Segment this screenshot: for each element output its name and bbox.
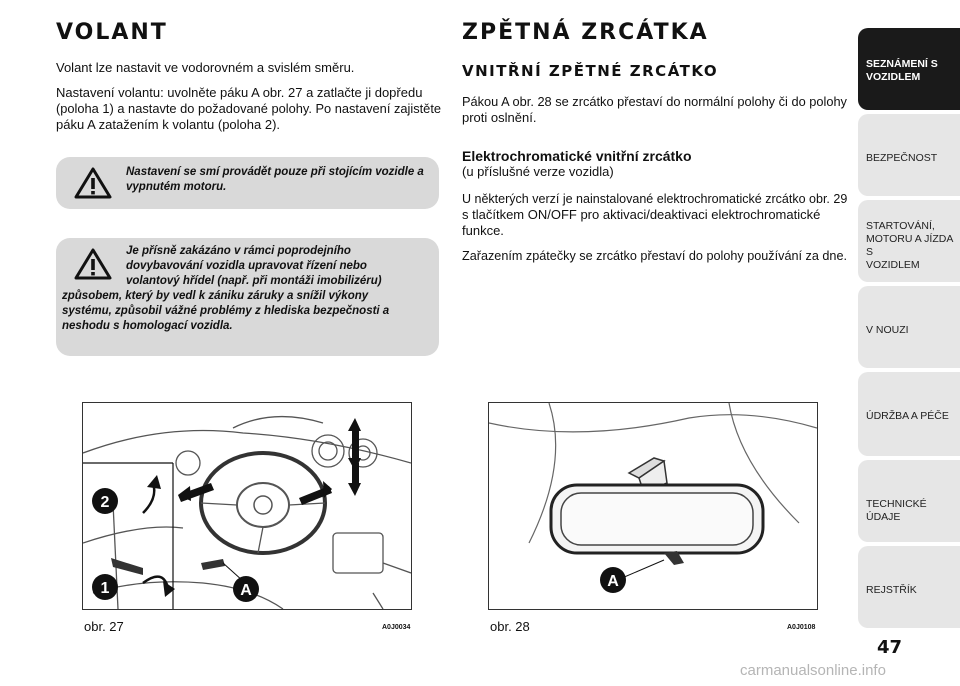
warning-text: dovybavování vozidla upravovat řízení nebo [126, 260, 367, 272]
tab-label: REJSTŘÍK [866, 584, 917, 596]
tab-label: VOZIDLEM [866, 259, 920, 271]
warning-text: Je přísně zakázáno v rámci poprodejního [126, 245, 351, 257]
paragraph-mirror-line: Pákou A obr. 28 se zrcátko přestaví do normální polohy či do polohy [462, 94, 847, 109]
tab-label: TECHNICKÉ ÚDAJE [866, 498, 927, 523]
warning-text: způsobem, který by vedl k zániku záruky a snížil výkony [62, 290, 369, 302]
paragraph-electro-line: funkce. [462, 223, 504, 238]
figure-28-code: A0J0108 [787, 624, 816, 631]
warning-box-2 [56, 238, 439, 356]
position-1-label: 1 [100, 580, 110, 597]
figure-28-rearview-mirror [488, 402, 818, 610]
paragraph-reverse-gear: Zařazením zpátečky se zrcátko přestaví do polohy používání za dne. [462, 248, 847, 263]
paragraph-volant-intro: Volant lze nastavit ve vodorovném a svislém směru. [56, 60, 355, 75]
rearview-mirror-illustration [489, 403, 817, 609]
tab-bezpecnost[interactable] [858, 114, 960, 196]
electrochromatic-note: (u příslušné verze vozidla) [462, 164, 614, 179]
paragraph-electro-line: s tlačítkem ON/OFF pro aktivaci/deaktivaci elektrochromatické [462, 207, 821, 222]
tab-label: V NOUZI [866, 324, 909, 336]
tab-label: BEZPEČNOST [866, 152, 938, 164]
paragraph-volant-line: Nastavení volantu: uvolněte páku A obr. 27 a zatlačte ji dopředu [56, 85, 423, 100]
lever-a-label: A [240, 582, 252, 599]
tab-label: SEZNÁMENÍ S [866, 58, 938, 70]
subheading-electrochromatic: Elektrochromatické vnitřní zrcátko [462, 148, 692, 164]
paragraph-volant-line: (poloha 1) a nastavte do požadované polohy. Po nastavení zajistěte [56, 101, 442, 116]
section-heading-volant: VOLANT [56, 20, 168, 45]
warning-text: vypnutém motoru. [126, 181, 227, 193]
warning-box-1 [56, 157, 439, 209]
tab-udrzba-a-pece[interactable] [858, 372, 960, 456]
tab-seznameni-s-vozidlem[interactable] [858, 28, 960, 110]
figure-27-code: A0J0034 [382, 624, 411, 631]
steering-wheel-illustration [83, 403, 411, 609]
position-2-label: 2 [100, 494, 110, 511]
tab-startovani[interactable] [858, 200, 960, 282]
subheading-vnitrni-zrcatko: VNITŘNÍ ZPĚTNÉ ZRCÁTKO [462, 62, 719, 80]
paragraph-volant-line: páku A zatažením k volantu (poloha 2). [56, 117, 281, 132]
paragraph-electro-line: U některých verzí je nainstalované elektrochromatické zrcátko obr. 29 [462, 191, 848, 206]
tab-label: STARTOVÁNÍ, [866, 220, 935, 232]
figure-27-caption: obr. 27 [84, 619, 124, 634]
warning-text: neshodu s homologací vozidla. [62, 320, 233, 332]
figure-27-steering-wheel [82, 402, 412, 610]
warning-text: systému, způsobil vážné problémy z hlediska bezpečnosti a [62, 305, 390, 317]
paragraph-mirror-line: proti oslnění. [462, 110, 537, 125]
watermark: carmanualsonline.info [740, 662, 886, 679]
lever-a-label: A [607, 573, 619, 590]
tab-label: MOTORU A JÍZDA S [866, 233, 953, 258]
page-number: 47 [877, 637, 903, 658]
warning-triangle-icon [74, 167, 112, 199]
figure-28-caption: obr. 28 [490, 619, 530, 634]
tab-label: ÚDRŽBA A PÉČE [866, 410, 949, 422]
warning-triangle-icon [74, 248, 112, 280]
tab-v-nouzi[interactable] [858, 286, 960, 368]
warning-text: volantový hřídel (např. při montáži imobilizéru) [126, 275, 382, 287]
tab-technicke-udaje[interactable] [858, 460, 960, 542]
section-heading-zpetna-zrcatka: ZPĚTNÁ ZRCÁTKA [462, 20, 709, 45]
warning-text: Nastavení se smí provádět pouze při stojícím vozidle a [126, 166, 424, 178]
tab-label: VOZIDLEM [866, 71, 921, 83]
tab-rejstrik[interactable] [858, 546, 960, 628]
